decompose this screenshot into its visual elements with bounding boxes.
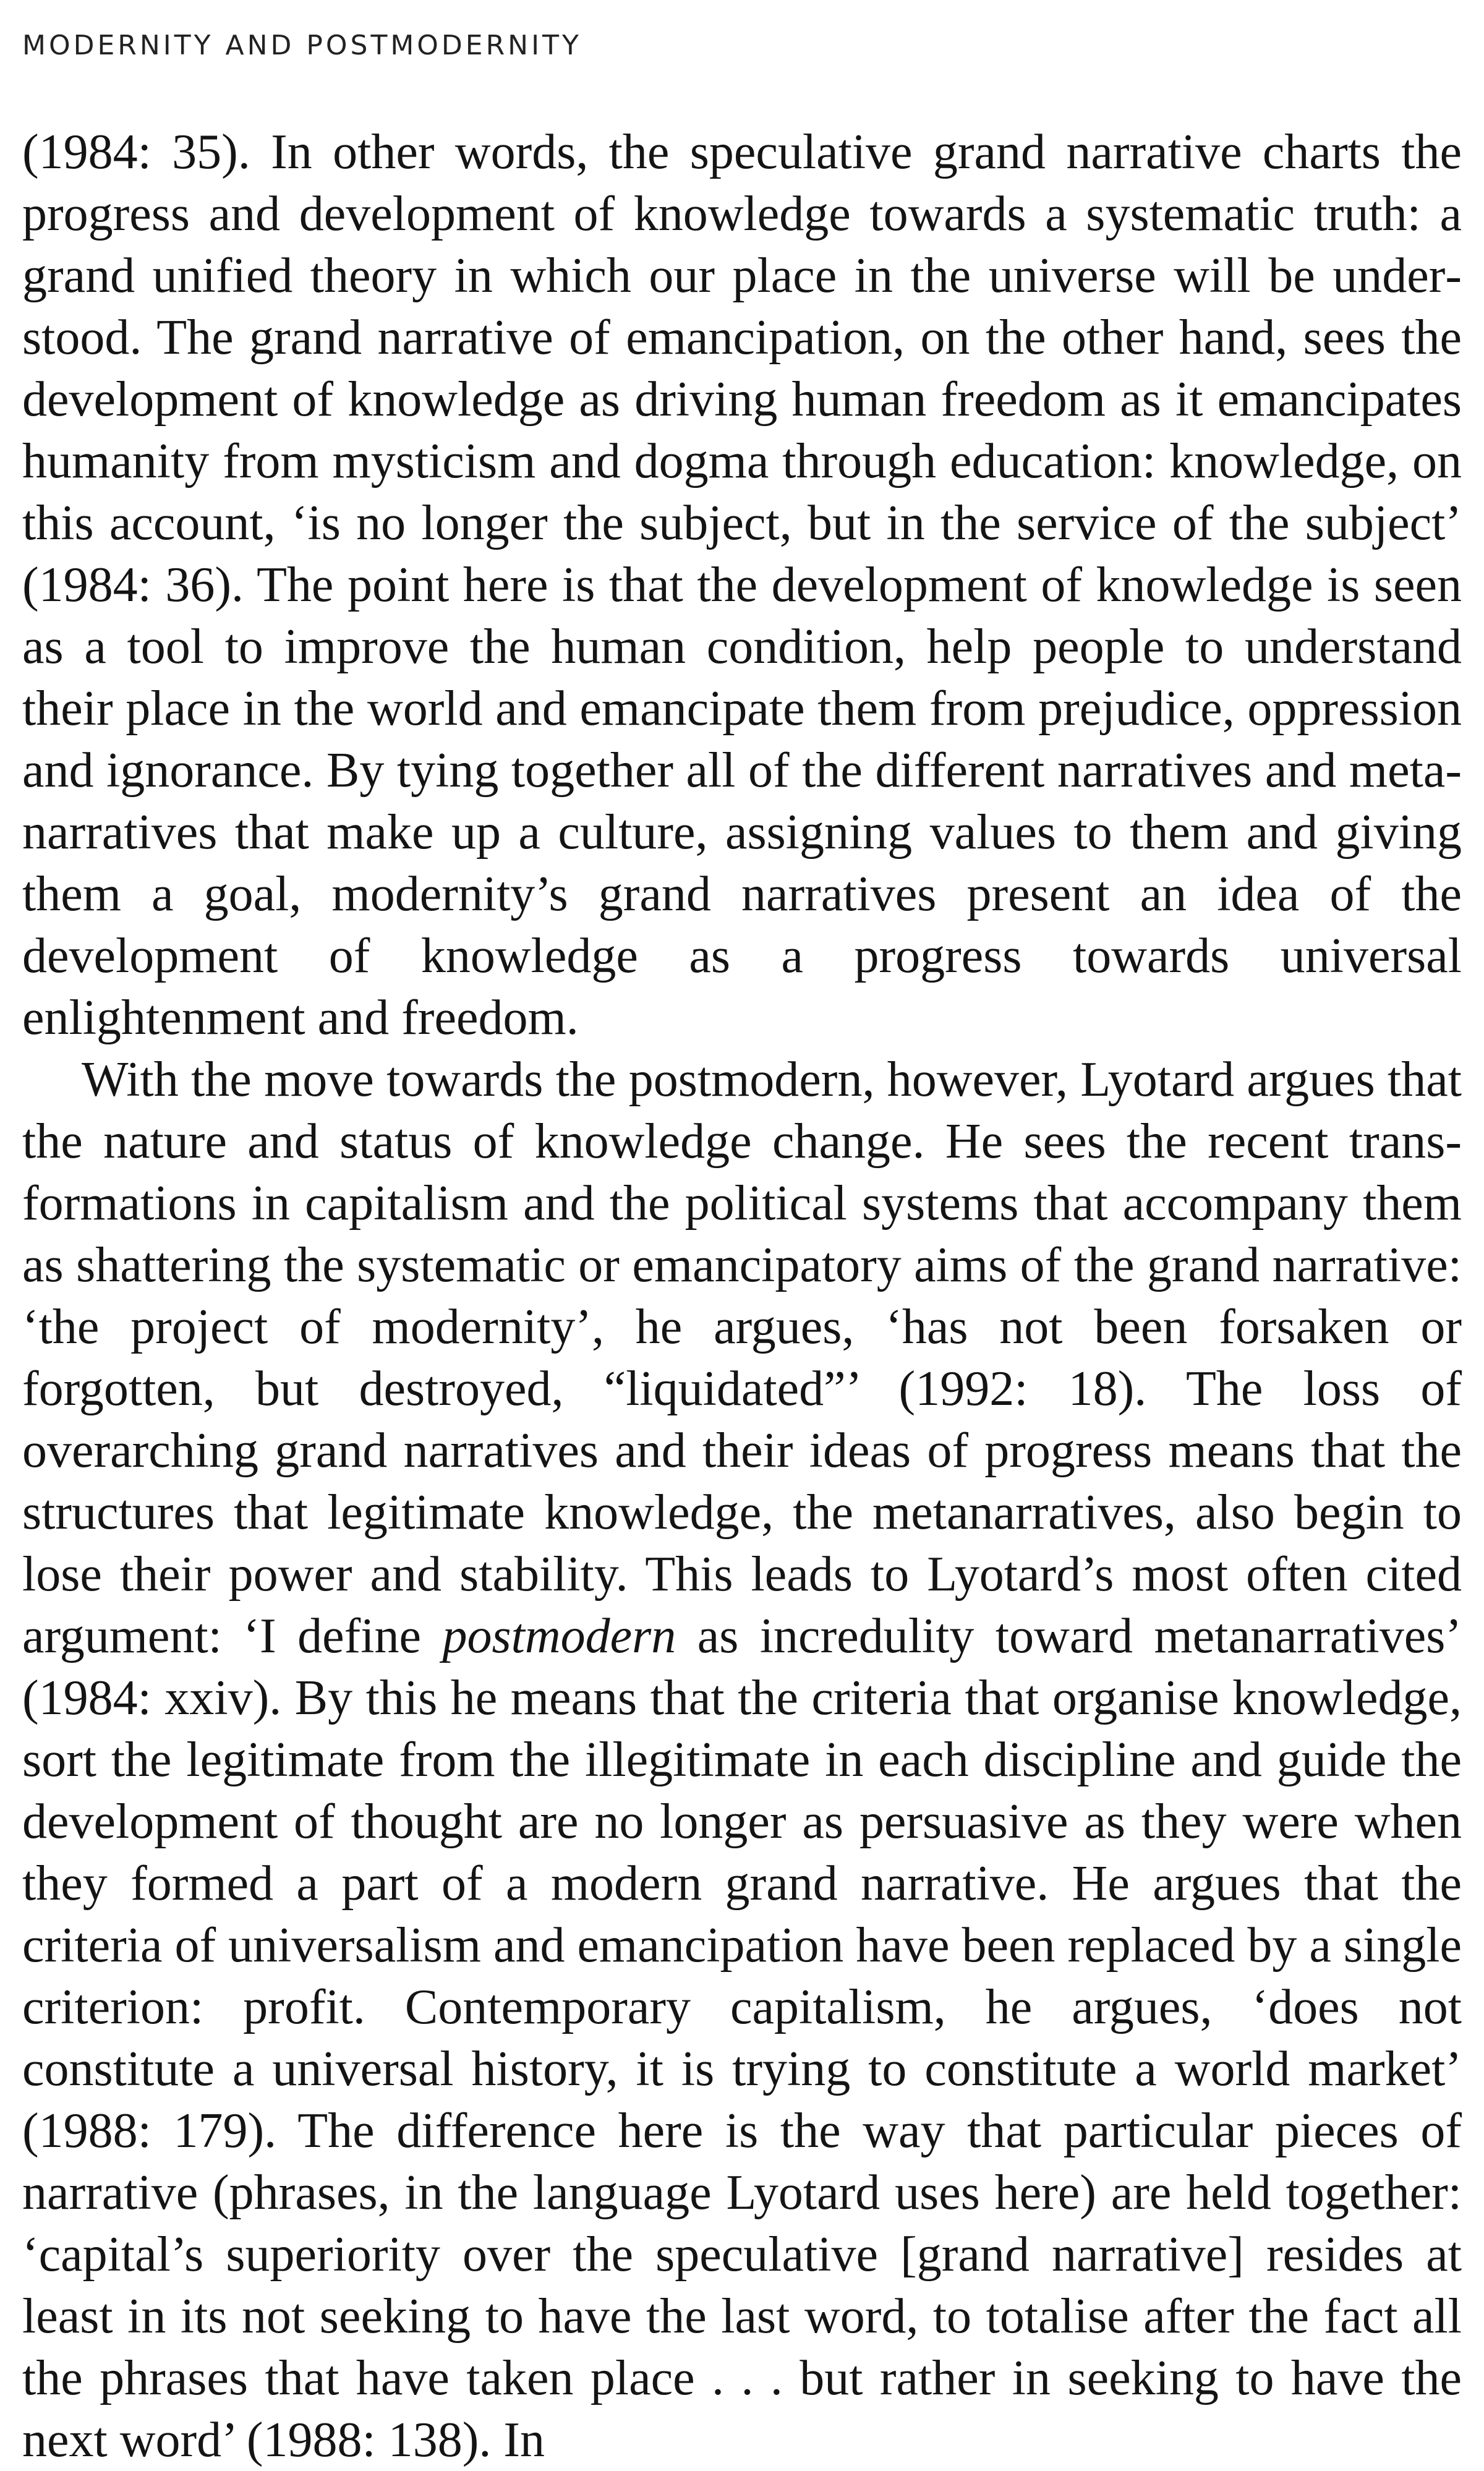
paragraph-1: (1984: 35). In other words, the speculative grand narrative charts the progress and development of knowledge towards a systematic truth: a grand unified theory in which our place in the universe will be understood. The grand narrative of emancipation, on the other hand, sees the development of knowledge as driving human freedom as it emancipates humanity from mysticism and dogma through education: knowledge, on this account, ‘is no longer the subject, but in the service of the subject’ (1984: 36). The point here is that the development of knowledge is seen as a tool to improve the human condition, help people to understand their place in the world and emancipate them from prejudice, oppression and ignorance. By tying together all of the different narratives and metanarratives that make up a culture, assigning values to them and giving them a goal, modernity’s grand narratives present an idea of the development of knowledge as a progress towards universal enlightenment and freedom. [22, 125, 1462, 1045]
page [22, 0, 1462, 2467]
paragraph-2-part-2: as incredulity toward metanarratives’ (1984: xxiv). By this he means that the criteria that organise knowledge, sort the legitimate from the illegitimate in each discipline and guide the development of thought are no longer as persuasive as they were when they formed a part of a modern grand narrative. He argues that the criteria of universalism and emancipation have been replaced by a single criterion: profit. Contemporary capitalism, he argues, ‘does not constitute a universal history, it is trying to constitute a world market’ (1988: 179). The difference here is the way that particular pieces of narrative (phrases, in the language Lyotard uses here) are held together: ‘capital’s superiority over the speculative [grand narrative] resides at least in its not seeking to have the last word, to totalise after the fact all the phrases that have taken place . . . but rather in seeking to have the next word’ (1988: 138). In [22, 1609, 1462, 2467]
running-head: MODERNITY AND POSTMODERNITY [22, 30, 582, 61]
italic-term: postmodern [442, 1609, 676, 1663]
paragraph-2 [22, 1049, 1462, 2471]
body-text [22, 121, 1462, 2471]
paragraph-2-part-1: With the move towards the postmodern, however, Lyotard argues that the nature and status of knowledge change. He sees the recent transformations in capitalism and the political systems that accompany them as shattering the systematic or emancipatory aims of the grand narrative: ‘the project of modernity’, he argues, ‘has not been forsaken or forgotten, but destroyed, “liquidated”’ (1992: 18). The loss of overarching grand narratives and their ideas of progress means that the structures that legitimate knowledge, the metanarratives, also begin to lose their power and stability. This leads to Lyotard’s most often cited argument: ‘I define [22, 1052, 1462, 1663]
